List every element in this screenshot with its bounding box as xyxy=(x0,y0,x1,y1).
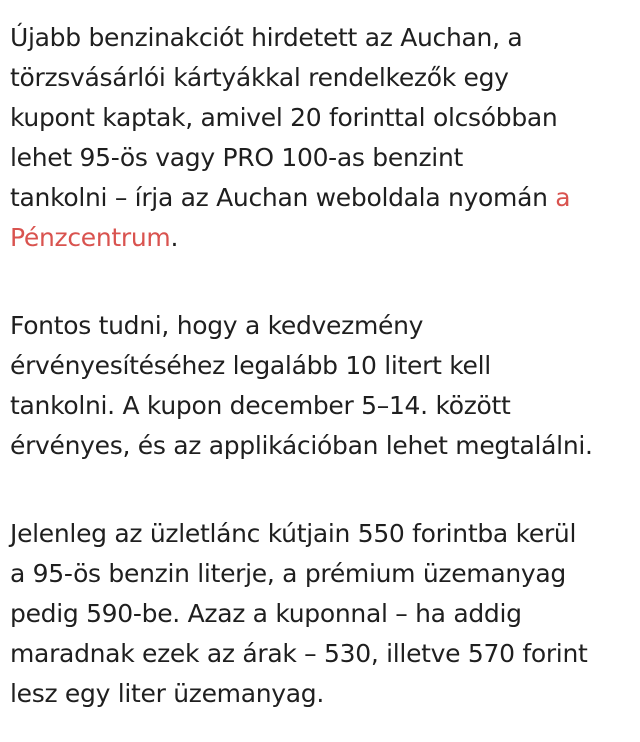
text-line: lesz egy liter üzemanyag. xyxy=(10,679,325,708)
source-link-part1[interactable]: a xyxy=(555,183,571,212)
text-line xyxy=(10,218,620,258)
text-segment: tankolni – írja az Auchan weboldala nyomán xyxy=(10,183,556,212)
text-line: Jelenleg az üzletlánc kútjain 550 forintba kerül xyxy=(10,519,577,548)
paragraph-1 xyxy=(10,18,620,258)
paragraph-3 xyxy=(10,514,620,714)
text-line: maradnak ezek az árak – 530, illetve 570 forint xyxy=(10,639,588,668)
text-line: tankolni. A kupon december 5–14. között xyxy=(10,391,511,420)
text-line: érvényes, és az applikációban lehet megtalálni. xyxy=(10,431,593,460)
text-line: kupont kaptak, amivel 20 forinttal olcsóbban xyxy=(10,103,558,132)
text-line: a 95-ös benzin literje, a prémium üzemanyag xyxy=(10,559,566,588)
paragraph-2 xyxy=(10,306,620,466)
text-line: törzsvásárlói kártyákkal rendelkezők egy xyxy=(10,63,509,92)
text-line: lehet 95-ös vagy PRO 100-as benzint xyxy=(10,143,464,172)
text-segment: . xyxy=(170,223,179,252)
text-line: érvényesítéséhez legalább 10 litert kell xyxy=(10,351,491,380)
text-line: pedig 590-be. Azaz a kuponnal – ha addig xyxy=(10,599,522,628)
text-line xyxy=(10,178,620,218)
text-line: Újabb benzinakciót hirdetett az Auchan, a xyxy=(10,23,523,52)
source-link-part2[interactable]: Pénzcentrum xyxy=(10,223,171,252)
text-line: Fontos tudni, hogy a kedvezmény xyxy=(10,311,424,340)
